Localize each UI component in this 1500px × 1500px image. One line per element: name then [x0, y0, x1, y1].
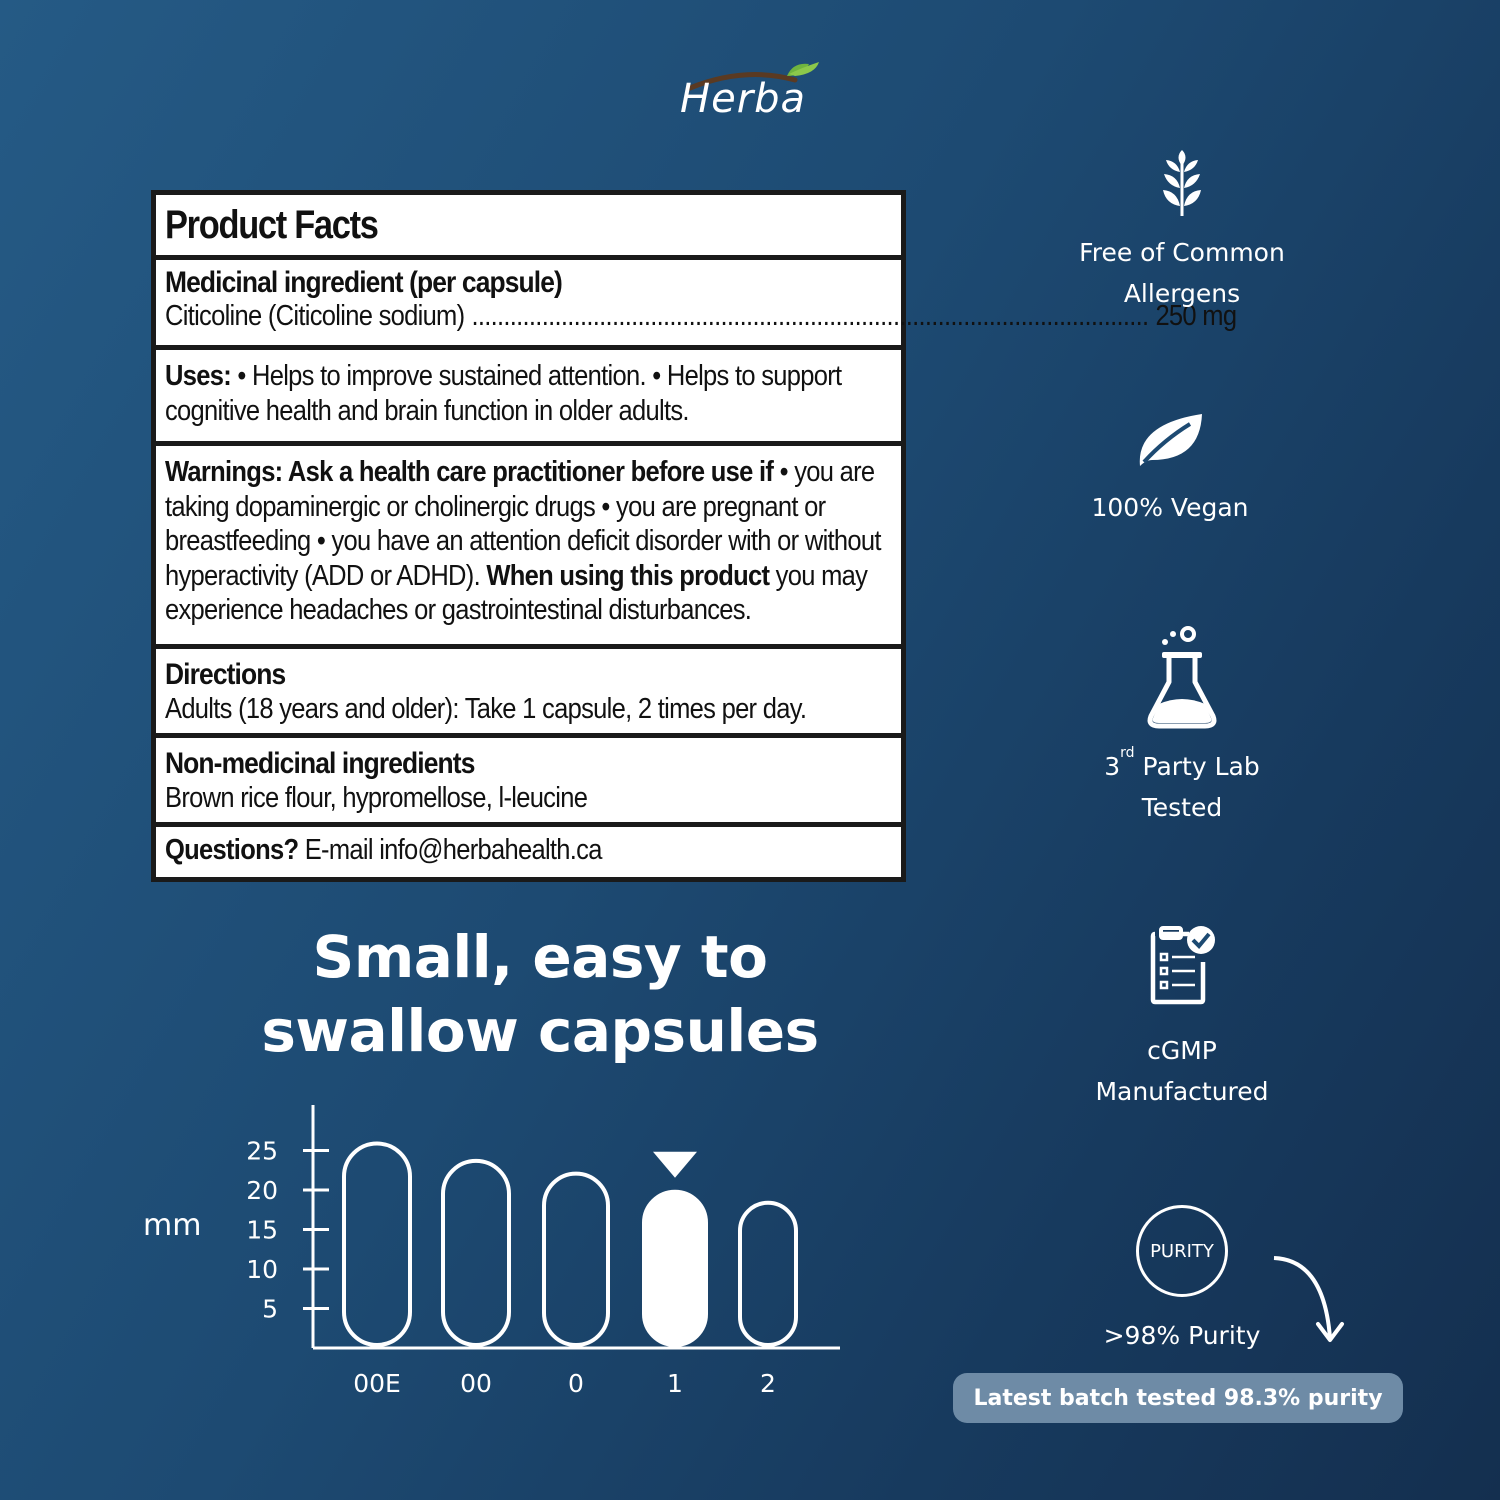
checklist-icon [1147, 922, 1217, 1006]
headline-line-1: Small, easy to [312, 923, 768, 991]
lab-line-1 [1022, 746, 1342, 787]
uses-text [165, 359, 904, 428]
purity-seal-text: PURITY [1150, 1240, 1214, 1262]
badge-vegan [1010, 410, 1330, 528]
capsule-bar [544, 1174, 608, 1345]
non-medicinal-text: Brown rice flour, hypromellose, l-leucine [165, 782, 588, 814]
x-tick-label: 00E [353, 1369, 401, 1398]
capsule-bar [644, 1192, 706, 1345]
directions-text: Adults (18 years and older): Take 1 capsule, 2 times per day. [165, 693, 807, 725]
wheat-icon [1160, 148, 1204, 218]
y-tick-label: 25 [246, 1136, 278, 1166]
purity-label: >98% Purity [1103, 1321, 1261, 1350]
questions-text [165, 833, 904, 868]
warnings-text [165, 455, 904, 628]
directions-section [156, 649, 901, 738]
brand-name: Herba [680, 76, 807, 122]
non-medicinal-section [156, 738, 901, 827]
x-tick-label: 00 [460, 1369, 492, 1398]
capsule-bar [443, 1161, 509, 1345]
capsule-bar [740, 1203, 796, 1345]
ingredient-amount: 250 mg [1155, 300, 1237, 332]
uses-body: • Helps to improve sustained attention. • Helps to support cognitive health and brain function in older adults. [165, 360, 842, 427]
directions-heading: Directions [165, 658, 286, 691]
warnings-body: • you are taking dopaminergic or cholinergic drugs • you are pregnant or breastfeeding • you have an attention deficit disorder with or without hyperactivity (ADD or ADHD). [165, 456, 881, 592]
allergens-line-1: Free of Common [1079, 238, 1285, 267]
cgmp-line-2: Manufactured [1095, 1077, 1269, 1106]
curved-arrow-icon [1268, 1250, 1352, 1346]
medicinal-heading: Medicinal ingredient (per capsule) [165, 266, 562, 299]
x-tick-label: 0 [568, 1369, 584, 1398]
uses-section [156, 350, 901, 446]
purity-batch-note: Latest batch tested 98.3% purity [953, 1373, 1403, 1423]
warnings-label-2: When using this product [479, 559, 770, 592]
badge-allergens [1022, 148, 1342, 314]
facts-title-section [156, 195, 901, 260]
x-tick-label: 2 [760, 1369, 776, 1398]
warnings-body-2: you may experience headaches or gastrointestinal disturbances. [165, 559, 868, 626]
x-tick-label: 1 [667, 1369, 683, 1398]
questions-email: E-mail info@herbahealth.ca [298, 834, 602, 866]
allergens-line-2: Allergens [1123, 279, 1241, 308]
herba-logo [675, 58, 835, 128]
badge-lab [1022, 624, 1342, 828]
y-tick-label: 5 [262, 1294, 278, 1324]
capsule-bar [344, 1144, 410, 1345]
leaf-icon [1134, 410, 1206, 470]
y-tick-label: 20 [246, 1176, 278, 1205]
uses-label: Uses: [165, 360, 231, 392]
cgmp-line-1: cGMP [1147, 1036, 1217, 1065]
vegan-label: 100% Vegan [1091, 493, 1249, 522]
y-axis-label: mm [143, 1208, 202, 1243]
medicinal-ingredient-row [165, 300, 1237, 333]
lab-ordinal-suffix: rd [1120, 745, 1135, 761]
warnings-section [156, 446, 901, 649]
questions-section [156, 827, 901, 877]
lab-line-2: Tested [1141, 793, 1223, 822]
selected-marker-icon [653, 1152, 697, 1178]
capsule-headline [190, 920, 890, 1068]
questions-label: Questions? [165, 834, 299, 866]
facts-title: Product Facts [165, 203, 378, 247]
warnings-label: Warnings: Ask a health care practitioner before use if [165, 456, 774, 488]
ingredient-name: Citicoline (Citicoline sodium) [165, 300, 465, 332]
y-tick-label: 10 [246, 1255, 278, 1284]
lab-rest: Party Lab [1134, 752, 1260, 781]
non-medicinal-heading: Non-medicinal ingredients [165, 747, 475, 780]
y-tick-label: 15 [246, 1215, 278, 1245]
flask-icon [1145, 624, 1219, 734]
lab-ordinal: 3 [1104, 752, 1121, 781]
leader-dots: .......................................................................................................... [471, 300, 1149, 332]
purity-seal-icon [1136, 1205, 1228, 1297]
headline-line-2: swallow capsules [261, 997, 819, 1065]
capsule-size-chart [130, 1095, 860, 1415]
badge-cgmp [1022, 922, 1342, 1112]
